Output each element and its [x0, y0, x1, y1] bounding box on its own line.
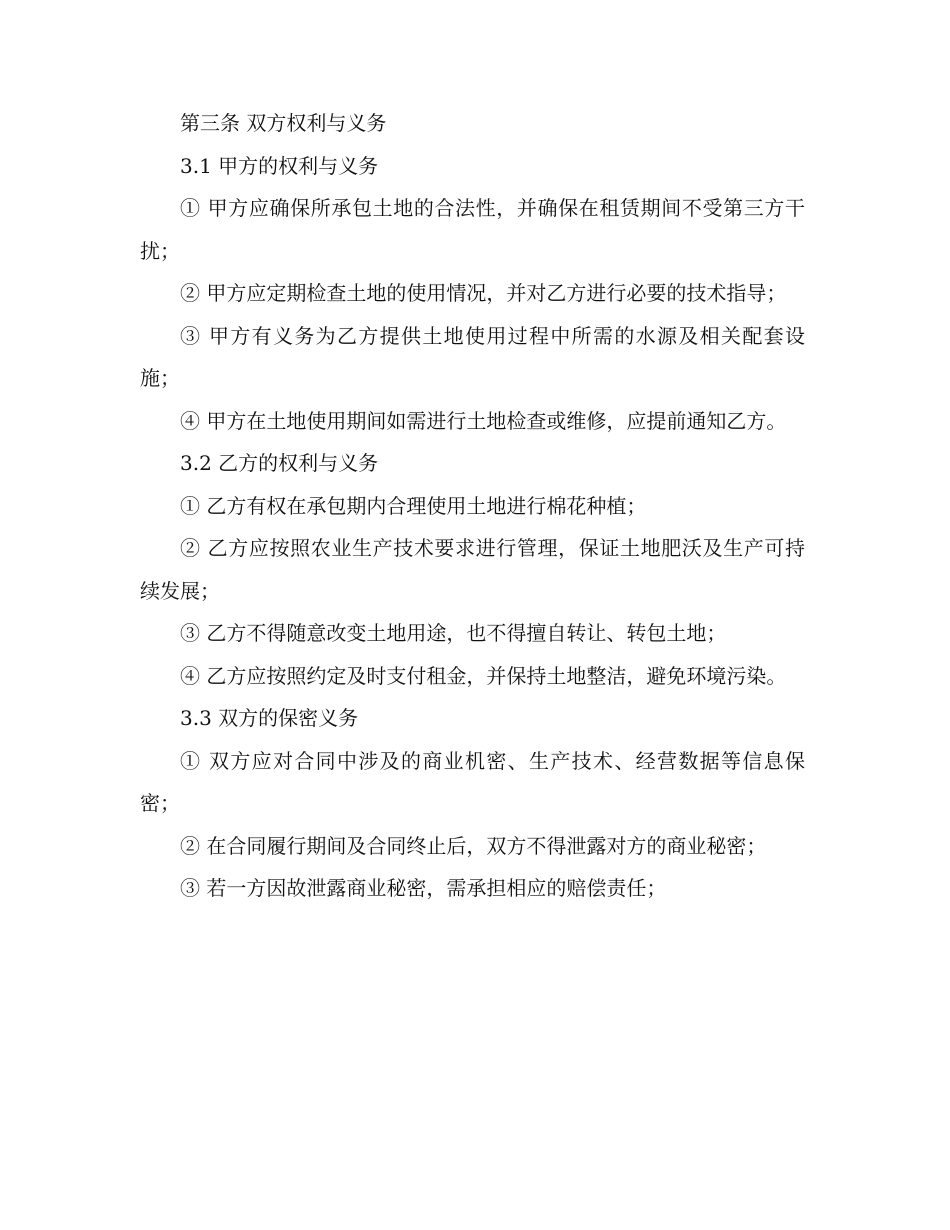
clause-paragraph: ③ 甲方有义务为乙方提供土地使用过程中所需的水源及相关配套设施；: [140, 323, 805, 390]
section-heading-3-2: 3.2 乙方的权利与义务: [180, 451, 379, 475]
section-heading-3-3: 3.3 双方的保密义务: [180, 706, 359, 730]
clause-paragraph: ① 乙方有权在承包期内合理使用土地进行棉花种植；: [180, 493, 647, 518]
section-heading-3-1: 3.1 甲方的权利与义务: [180, 153, 379, 178]
clause-paragraph: ③ 若一方因故泄露商业秘密，需承担相应的赔偿责任；: [180, 876, 667, 900]
clause-paragraph: ④ 甲方在土地使用期间如需进行土地检查或维修，应提前通知乙方。: [180, 408, 787, 433]
article-heading: 第三条 双方权利与义务: [180, 111, 387, 135]
document-body: [140, 102, 805, 910]
clause-paragraph: ① 双方应对合同中涉及的商业机密、生产技术、经营数据等信息保密；: [140, 748, 805, 815]
clause-paragraph: ① 甲方应确保所承包土地的合法性，并确保在租赁期间不受第三方干扰；: [140, 196, 805, 263]
clause-paragraph: ② 在合同履行期间及合同终止后，双方不得泄露对方的商业秘密；: [180, 833, 767, 858]
clause-paragraph: ② 乙方应按照农业生产技术要求进行管理，保证土地肥沃及生产可持续发展；: [140, 536, 805, 603]
clause-paragraph: ③ 乙方不得随意改变土地用途，也不得擅自转让、转包土地；: [180, 621, 727, 645]
clause-paragraph: ④ 乙方应按照约定及时支付租金，并保持土地整洁，避免环境污染。: [180, 663, 787, 688]
clause-paragraph: ② 甲方应定期检查土地的使用情况，并对乙方进行必要的技术指导；: [180, 281, 787, 305]
